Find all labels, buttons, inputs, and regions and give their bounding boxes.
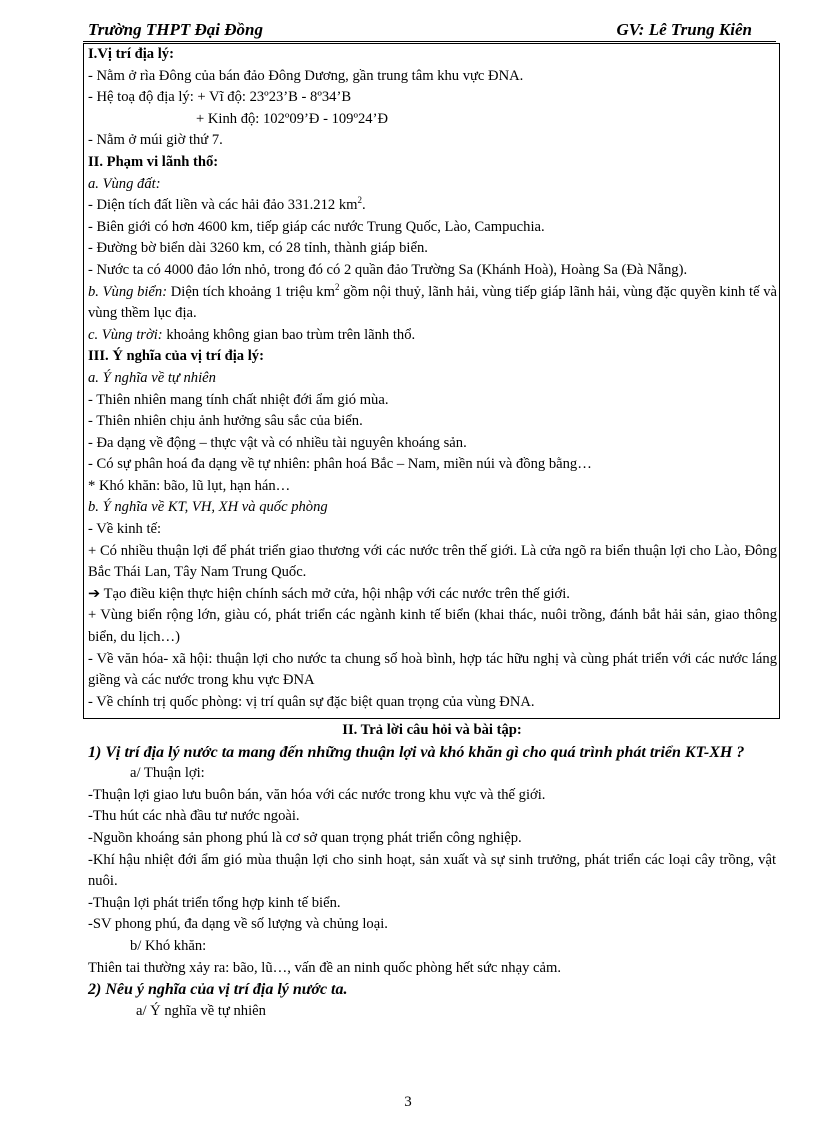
text-line: - Biên giới có hơn 4600 km, tiếp giáp các nước Trung Quốc, Lào, Campuchia. xyxy=(88,218,545,235)
text-line: - Về kinh tế: xyxy=(88,521,162,538)
text-line: -Thu hút các nhà đầu tư nước ngoài. xyxy=(88,808,300,825)
text-paragraph: + Vùng biển rộng lớn, giàu có, phát triển các ngành kinh tế biển (khai thác, nuôi trồng, đánh bắt hải sản, giao thông biển, du lịch…) xyxy=(88,607,777,646)
text-line: -Thuận lợi giao lưu buôn bán, văn hóa với các nước trong khu vực và thế giới. xyxy=(88,786,546,803)
questions-section xyxy=(88,720,776,1022)
text: Diện tích khoảng 1 triệu km xyxy=(167,283,335,300)
text-line: -Thuận lợi phát triển tổng hợp kinh tế biển. xyxy=(88,894,341,911)
subheading: a/ Ý nghĩa về tự nhiên xyxy=(136,1002,266,1019)
subheading: b/ Khó khăn: xyxy=(130,937,207,954)
text-line: - Thiên nhiên mang tính chất nhiệt đới ẩm gió mùa. xyxy=(88,391,389,408)
page-header xyxy=(88,20,752,42)
text-line: - Nằm ở múi giờ thứ 7. xyxy=(88,132,223,149)
text-paragraph: - Nước ta có 4000 đảo lớn nhỏ, trong đó có 2 quần đảo Trường Sa (Khánh Hoà), Hoàng Sa (Đà Nẵng). xyxy=(88,261,688,278)
page-number: 3 xyxy=(404,1094,412,1110)
text: . xyxy=(362,197,366,214)
text-line: - Đa dạng về động – thực vật và có nhiều tài nguyên khoáng sản. xyxy=(88,434,467,451)
text-paragraph: + Có nhiều thuận lợi để phát triển giao thương với các nước trên thế giới. Là cửa ngõ ra biển thuận lợi cho Lào, Đông Bắc Thái Lan, Tây Nam Trung Quốc. xyxy=(88,542,777,581)
subheading: a/ Thuận lợi: xyxy=(130,765,205,782)
subsection-label: b. Vùng biển: xyxy=(88,283,168,300)
superscript: 2 xyxy=(357,195,362,206)
subsection-title: a. Vùng đất: xyxy=(88,175,161,192)
text-line: - Nằm ở rìa Đông của bán đảo Đông Dương, gần trung tâm khu vực ĐNA. xyxy=(88,67,524,84)
arrow-icon: ➔ xyxy=(88,585,101,602)
section-1-title: I.Vị trí địa lý: xyxy=(88,46,174,62)
section-2-title: II. Phạm vi lãnh thổ: xyxy=(88,153,219,170)
text-line: - Đường bờ biển dài 3260 km, có 28 tỉnh, thành giáp biển. xyxy=(88,240,428,257)
text-line xyxy=(88,584,777,606)
school-name: Trường THPT Đại Đồng xyxy=(88,20,263,39)
text-line: - Thiên nhiên chịu ảnh hưởng sâu sắc của biển. xyxy=(88,413,363,430)
text-paragraph: -Khí hậu nhiệt đới ẩm gió mùa thuận lợi cho sinh hoạt, sản xuất và sự sinh trưởng, phát triển các loại cây trồng, vật nuôi. xyxy=(88,851,776,890)
header-rule xyxy=(83,41,776,42)
text-line: * Khó khăn: bão, lũ lụt, hạn hán… xyxy=(88,477,291,494)
text-line: -Nguồn khoáng sản phong phú là cơ sở quan trọng phát triển công nghiệp. xyxy=(88,829,522,846)
text-line: + Kinh độ: 102º09’Đ - 109º24’Đ xyxy=(196,110,388,127)
text-paragraph: - Về văn hóa- xã hội: thuận lợi cho nước ta chung số hoà bình, hợp tác hữu nghị và cùng phát triển với các nước láng giềng và các nước trong khu vực ĐNA xyxy=(88,650,777,689)
text-line: - Hệ toạ độ địa lý: + Vĩ độ: 23º23’B - 8º34’B xyxy=(88,89,352,106)
teacher-name: GV: Lê Trung Kiên xyxy=(616,20,752,39)
text: khoảng không gian bao trùm trên lãnh thổ. xyxy=(162,326,416,343)
question-1: 1) Vị trí địa lý nước ta mang đến những thuận lợi và khó khăn gì cho quá trình phát triển KT-XH ? xyxy=(88,743,745,761)
subsection-label: c. Vùng trời: xyxy=(88,326,163,343)
text-line: - Có sự phân hoá đa dạng về tự nhiên: phân hoá Bắc – Nam, miền núi và đồng bằng… xyxy=(88,456,592,473)
text-line: - Về chính trị quốc phòng: vị trí quân sự đặc biệt quan trọng của vùng ĐNA. xyxy=(88,693,535,710)
text: gồm nội thuỷ, lãnh hải, vùng tiếp giáp lãnh hải, vùng đặc quyền kinh tế và vùng thềm lục địa. xyxy=(88,283,777,322)
text-line xyxy=(88,325,777,347)
text-line: -SV phong phú, đa dạng về số lượng và chủng loại. xyxy=(88,916,388,933)
question-2: 2) Nêu ý nghĩa của vị trí địa lý nước ta. xyxy=(88,981,348,999)
subsection-title: b. Ý nghĩa về KT, VH, XH và quốc phòng xyxy=(88,499,328,516)
text-line xyxy=(88,195,777,217)
text: - Diện tích đất liền và các hải đảo 331.212 km xyxy=(88,197,358,214)
summary-box xyxy=(83,43,780,719)
text-paragraph xyxy=(88,282,777,325)
section-3-title: III. Ý nghĩa của vị trí địa lý: xyxy=(88,348,264,365)
superscript: 2 xyxy=(334,281,340,292)
text: Tạo điều kiện thực hiện chính sách mở cửa, hội nhập với các nước trên thế giới. xyxy=(100,585,570,602)
section-title: II. Trả lời câu hỏi và bài tập: xyxy=(342,722,522,738)
subsection-title: a. Ý nghĩa về tự nhiên xyxy=(88,369,216,386)
text-line: Thiên tai thường xảy ra: bão, lũ…, vấn đề an ninh quốc phòng hết sức nhạy cảm. xyxy=(88,959,561,976)
